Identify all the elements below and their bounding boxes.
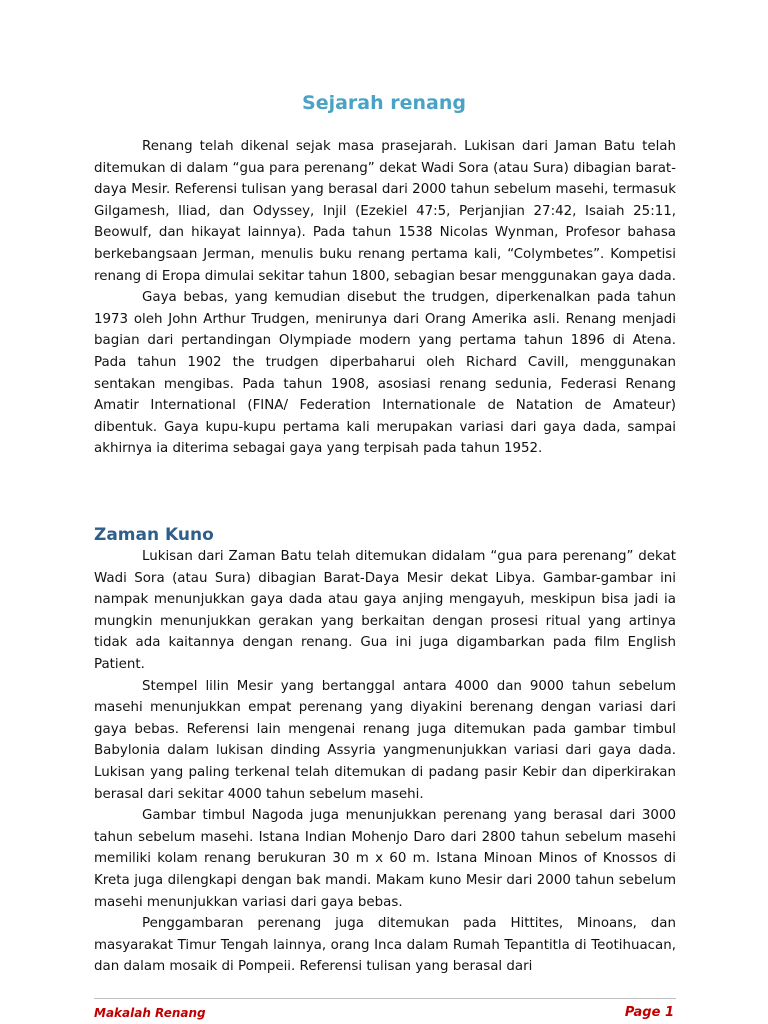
intro-section	[94, 136, 676, 460]
paragraph: Renang telah dikenal sejak masa prasejarah. Lukisan dari Jaman Batu telah ditemukan di dalam “gua para perenang” dekat Wadi Sora (atau Sura) dibagian barat-daya Mesir. Referensi tulisan yang berasal dari 2000 tahun sebelum masehi, termasuk Gilgamesh, Iliad, dan Odyssey, Injil (Ezekiel 47:5, Perjanjian 27:42, Isaiah 25:11, Beowulf, dan hikayat lainnya). Pada tahun 1538 Nicolas Wynman, Profesor bahasa berkebangsaan Jerman, menulis buku renang pertama kali, “Colymbetes”. Kompetisi renang di Eropa dimulai sekitar tahun 1800, sebagian besar menggunakan gaya dada.	[94, 139, 676, 284]
section-heading: Zaman Kuno	[94, 525, 214, 545]
document-title: Sejarah renang	[302, 92, 466, 114]
paragraph: Lukisan dari Zaman Batu telah ditemukan didalam “gua para perenang” dekat Wadi Sora (atau Sura) dibagian Barat-Daya Mesir dekat Libya. Gambar-gambar ini nampak menunjukkan gaya dada atau gaya anjing mengayuh, meskipun bisa jadi ia mungkin menunjukkan gerakan yang berkaitan dengan prosesi ritual yang artinya tidak ada kaitannya dengan renang. Gua ini juga digambarkan pada film English Patient.	[94, 549, 676, 672]
ancient-section	[94, 546, 676, 978]
paragraph: Stempel lilin Mesir yang bertanggal antara 4000 dan 9000 tahun sebelum masehi menunjukkan empat perenang yang diyakini berenang dengan variasi dari gaya bebas. Referensi lain mengenai renang juga ditemukan pada gambar timbul Babylonia dalam lukisan dinding Assyria yangmenunjukkan variasi dari gaya dada. Lukisan yang paling terkenal telah ditemukan di padang pasir Kebir dan diperkirakan berasal dari sekitar 4000 tahun sebelum masehi.	[94, 678, 676, 802]
paragraph: Gambar timbul Nagoda juga menunjukkan perenang yang berasal dari 3000 tahun sebelum masehi. Istana Indian Mohenjo Daro dari 2800 tahun sebelum masehi memiliki kolam renang berukuran 30 m x 60 m. Istana Minoan Minos of Knossos di Kreta juga dilengkapi dengan bak mandi. Makam kuno Mesir dari 2000 tahun sebelum masehi menunjukkan variasi dari gaya bebas.	[94, 808, 676, 910]
footer-document-name: Makalah Renang	[94, 1006, 206, 1020]
footer-page-number: Page 1	[624, 1005, 674, 1020]
paragraph: Penggambaran perenang juga ditemukan pada Hittites, Minoans, dan masyarakat Timur Tengah lainnya, orang Inca dalam Rumah Tepantitla di Teotihuacan, dan dalam mosaik di Pompeii. Referensi tulisan yang berasal dari	[94, 916, 676, 975]
paragraph: Gaya bebas, yang kemudian disebut the trudgen, diperkenalkan pada tahun 1973 oleh John Arthur Trudgen, menirunya dari Orang Amerika asli. Renang menjadi bagian dari pertandingan Olympiade modern yang pertama tahun 1896 di Atena. Pada tahun 1902 the trudgen diperbaharui oleh Richard Cavill, menggunakan sentakan mengibas. Pada tahun 1908, asosiasi renang sedunia, Federasi Renang Amatir International (FINA/ Federation Internationale de Natation de Amateur) dibentuk. Gaya kupu-kupu pertama kali merupakan variasi dari gaya dada, sampai akhirnya ia diterima sebagai gaya yang terpisah pada tahun 1952.	[94, 290, 676, 457]
footer-divider	[94, 998, 676, 999]
